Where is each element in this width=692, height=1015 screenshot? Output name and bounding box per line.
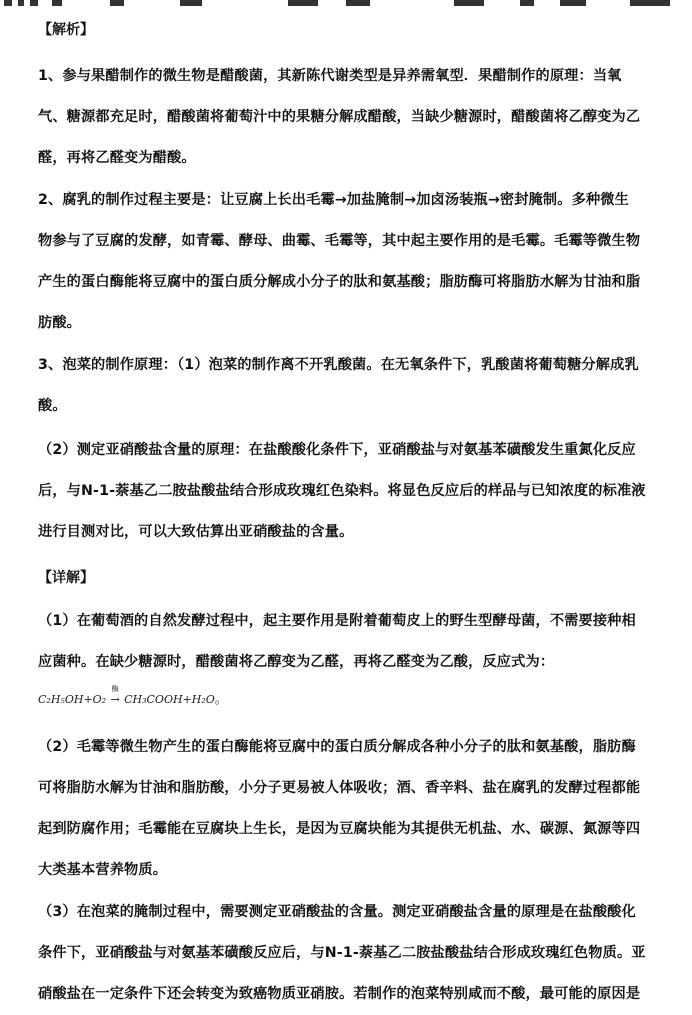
text-line: 大类基本营养物质。 bbox=[38, 862, 168, 878]
reaction-equation bbox=[38, 685, 228, 707]
text-line: 应菌种。在缺少糖源时，醋酸菌将乙醇变为乙醛，再将乙醛变为乙酸，反应式为： bbox=[38, 654, 555, 670]
detail-heading: 【详解】 bbox=[38, 570, 94, 586]
text-line: 可将脂肪水解为甘油和脂肪酸，小分子更易被人体吸收；酒、香辛料、盐在腐乳的发酵过程都能 bbox=[38, 780, 641, 796]
analysis-heading: 【解析】 bbox=[38, 22, 94, 38]
text-line: （2）毛霉等微生物产生的蛋白酶能将豆腐中的蛋白质分解成各种小分子的肽和氨基酸，脂肪酶 bbox=[38, 739, 636, 755]
text-line: （2）测定亚硝酸盐含量的原理：在盐酸酸化条件下，亚硝酸盐与对氨基苯磺酸发生重氮化反应 bbox=[38, 442, 636, 458]
text-line: 2、腐乳的制作过程主要是：让豆腐上长出毛霉→加盐腌制→加卤汤装瓶→密封腌制。多种微生 bbox=[38, 192, 629, 208]
text-line: 气、糖源都充足时，醋酸菌将葡萄汁中的果糖分解成醋酸，当缺少糖源时，醋酸菌将乙醇变为乙 bbox=[38, 109, 641, 125]
text-line: （3）在泡菜的腌制过程中，需要测定亚硝酸盐的含量。测定亚硝酸盐含量的原理是在盐酸酸化 bbox=[38, 904, 636, 920]
text-line: 物参与了豆腐的发酵，如青霉、酵母、曲霉、毛霉等，其中起主要作用的是毛霉。毛霉等微生物 bbox=[38, 233, 641, 249]
analysis-paragraph-2 bbox=[38, 180, 666, 344]
equation-product: CH₃COOH+H₂O bbox=[124, 693, 215, 706]
detail-paragraph-2 bbox=[38, 727, 666, 891]
text-line: 1、参与果醋制作的微生物是醋酸菌，其新陈代谢类型是异养需氧型．果醋制作的原理：当氧 bbox=[38, 68, 622, 84]
equation-condition: 酶 bbox=[111, 685, 119, 693]
text-line: 硝酸盐在一定条件下还会转变为致癌物质亚硝胺。若制作的泡菜特别咸而不酸，最可能的原因是 bbox=[38, 986, 641, 1002]
text-line: 醛，再将乙醛变为醋酸。 bbox=[38, 150, 196, 166]
analysis-paragraph-1 bbox=[38, 56, 666, 179]
detail-paragraph-1 bbox=[38, 601, 666, 683]
text-line: 酸。 bbox=[38, 398, 67, 414]
text-line: 肪酸。 bbox=[38, 315, 82, 331]
text-line: 3、泡菜的制作原理：（1）泡菜的制作离不开乳酸菌。在无氧条件下，乳酸菌将葡萄糖分解成乳 bbox=[38, 357, 639, 373]
equation-reactant: C₂H₅OH+O₂ bbox=[38, 693, 107, 706]
text-line: 后，与N-1-萘基乙二胺盐酸盐结合形成玫瑰红色染料。将显色反应后的样品与已知浓度的标准液 bbox=[38, 483, 646, 499]
text-line: 进行目测对比，可以大致估算出亚硝酸盐的含量。 bbox=[38, 524, 354, 540]
text-line: 产生的蛋白酶能将豆腐中的蛋白质分解成小分子的肽和氨基酸；脂肪酶可将脂肪水解为甘油和脂 bbox=[38, 274, 641, 290]
text-line: （1）在葡萄酒的自然发酵过程中，起主要作用是附着葡萄皮上的野生型酵母菌，不需要接种相 bbox=[38, 613, 636, 629]
text-line: 起到防腐作用；毛霉能在豆腐块上生长，是因为豆腐块能为其提供无机盐、水、碳源、氮源等四 bbox=[38, 821, 641, 837]
analysis-paragraph-3 bbox=[38, 345, 666, 427]
text-line: 条件下，亚硝酸盐与对氨基苯磺酸反应后，与N-1-萘基乙二胺盐酸盐结合形成玫瑰红色物质。亚 bbox=[38, 945, 646, 961]
detail-paragraph-3 bbox=[38, 892, 666, 1015]
reaction-arrow: 酶 → bbox=[106, 693, 124, 706]
analysis-paragraph-4 bbox=[38, 430, 666, 553]
equation-tail: 。 bbox=[214, 692, 228, 707]
